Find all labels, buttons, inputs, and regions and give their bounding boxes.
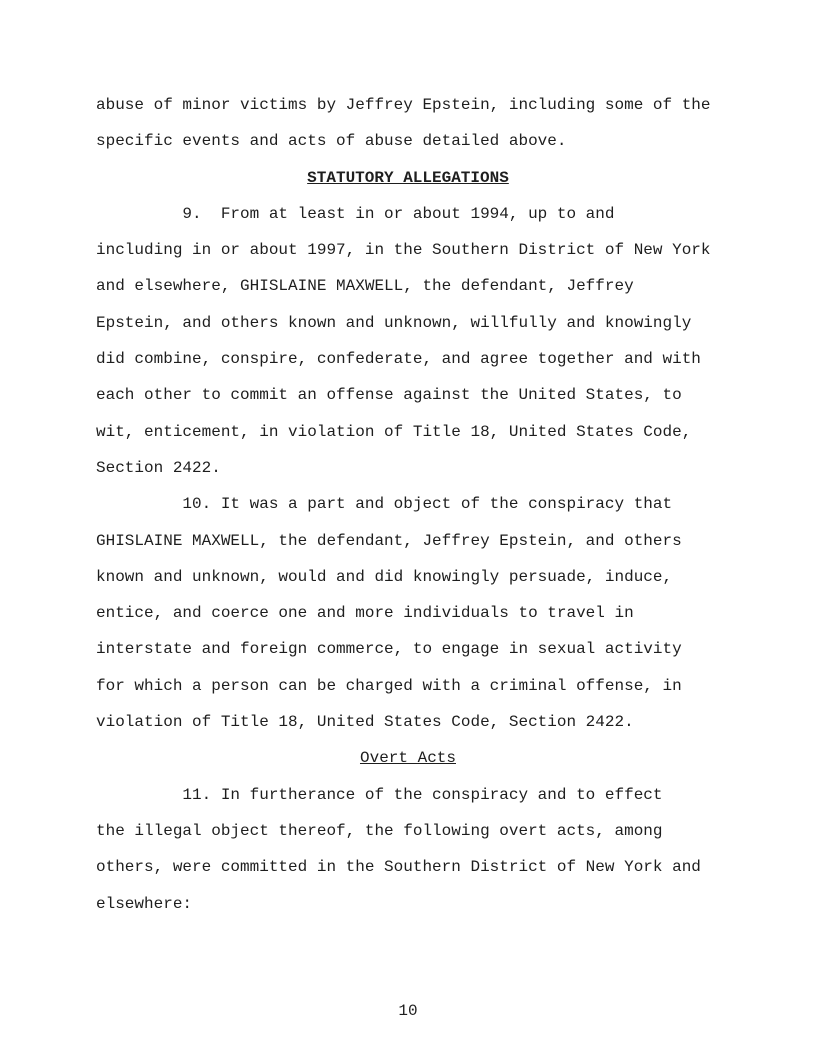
line-text: entice, and coerce one and more individuals to travel in	[96, 604, 634, 623]
document-line	[0, 196, 816, 232]
line-text: each other to commit an offense against the United States, to	[96, 386, 682, 405]
section-heading-overt-acts	[0, 740, 816, 776]
line-text: 11. In furtherance of the conspiracy and to effect	[96, 785, 663, 804]
line-text: GHISLAINE MAXWELL, the defendant, Jeffrey Epstein, and others	[96, 531, 682, 550]
line-text: wit, enticement, in violation of Title 18, United States Code,	[96, 422, 692, 441]
section-heading-statutory-allegations	[0, 160, 816, 196]
document-line	[0, 377, 816, 413]
line-text: including in or about 1997, in the Southern District of New York	[96, 241, 711, 260]
line-text: Overt Acts	[359, 749, 456, 768]
line-text: specific events and acts of abuse detailed above.	[96, 132, 567, 151]
line-text: 10. It was a part and object of the conspiracy that	[96, 495, 673, 514]
document-line	[0, 414, 816, 450]
document-line	[0, 668, 816, 704]
document-line	[0, 777, 816, 813]
line-text: the illegal object thereof, the following overt acts, among	[96, 821, 663, 840]
document-line	[0, 87, 816, 123]
document-line	[0, 523, 816, 559]
line-text: Epstein, and others known and unknown, willfully and knowingly	[96, 313, 692, 332]
line-text: known and unknown, would and did knowingly persuade, induce,	[96, 567, 673, 586]
document-line	[0, 631, 816, 667]
line-text: Section 2422.	[96, 458, 221, 477]
line-text: for which a person can be charged with a criminal offense, in	[96, 676, 682, 695]
line-text: violation of Title 18, United States Code, Section 2422.	[96, 713, 634, 732]
document-line	[0, 849, 816, 885]
line-text: elsewhere:	[96, 894, 193, 913]
document-line	[0, 559, 816, 595]
line-text: did combine, conspire, confederate, and agree together and with	[96, 350, 701, 369]
document-line	[0, 341, 816, 377]
document-line	[0, 886, 816, 922]
document-line	[0, 450, 816, 486]
document-body	[0, 87, 816, 922]
document-line	[0, 595, 816, 631]
document-line	[0, 305, 816, 341]
line-text: interstate and foreign commerce, to engage in sexual activity	[96, 640, 682, 659]
line-text: STATUTORY ALLEGATIONS	[307, 168, 509, 187]
document-line	[0, 268, 816, 304]
line-text: abuse of minor victims by Jeffrey Epstein, including some of the	[96, 96, 711, 114]
line-text: others, were committed in the Southern District of New York and	[96, 858, 701, 877]
document-line	[0, 123, 816, 159]
document-line	[0, 704, 816, 740]
line-text: 9. From at least in or about 1994, up to and	[96, 204, 615, 223]
page-number: 10	[398, 1002, 418, 1020]
document-line	[0, 813, 816, 849]
document-line	[0, 486, 816, 522]
line-text: and elsewhere, GHISLAINE MAXWELL, the defendant, Jeffrey	[96, 277, 634, 296]
document-line	[0, 232, 816, 268]
